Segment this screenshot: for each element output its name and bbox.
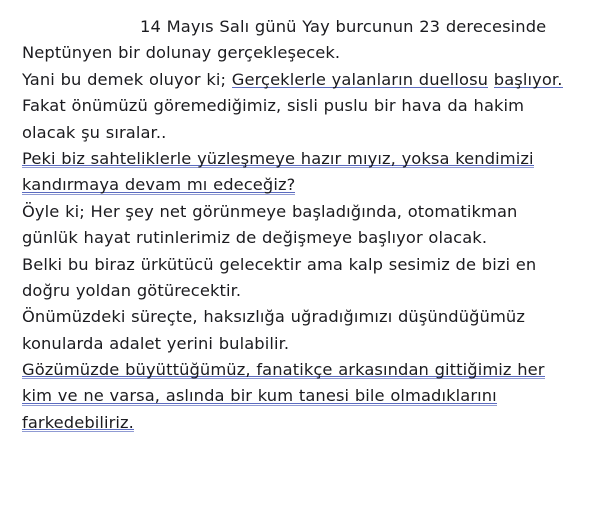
paragraph-full-moon-announcement [22,14,576,67]
paragraph-justice [22,304,576,357]
text-line: Fakat önümüzü göremediğimiz, sisli puslu bir hava da hakim [22,96,525,116]
paragraph-truth-lies-duel [22,67,576,93]
text-line: konularda adalet yerini bulabilir. [22,333,290,353]
text-line-underlined: Gerçeklerle yalanların duellosu [231,69,489,89]
text-line: Belki bu biraz ürkütücü gelecektir ama kalp sesimiz de bizi en [22,254,537,274]
text-line-underlined: Gözümüzde büyüttüğümüz, fanatikçe arkasından gittiğimiz her [22,360,545,380]
text-line: günlük hayat rutinlerimiz de değişmeye başlıyor olacak. [22,228,488,248]
text-line: olacak şu sıralar.. [22,122,167,142]
text-line-underlined: başlıyor. [493,69,563,89]
text-line-plain: Yani bu demek oluyor ki; [22,69,232,89]
text-line: derecesinde Neptünyen bir dolunay gerçekleşecek. [22,17,547,63]
text-line-underlined: farkedebiliriz. [22,412,134,432]
text-line-underlined: kandırmaya devam mı edeceğiz? [22,175,296,195]
paragraph-foggy-weather [22,93,576,146]
text-line-underlined: kim ve ne varsa, aslında bir kum tanesi bile olmadıklarını [22,386,497,406]
text-line: Öyle ki; Her şey net görünmeye başladığında, otomatikman [22,201,518,221]
text-line: Önümüzdeki süreçte, haksızlığa uğradığımızı düşündüğümüz [22,307,525,327]
paragraph-daily-routines-change [22,199,576,252]
paragraph-grain-of-sand [22,357,576,436]
text-line: doğru yoldan götürecektir. [22,280,242,300]
paragraph-question-fakeness [22,146,576,199]
paragraph-scary-but-heart [22,252,576,305]
text-line-underlined: Peki biz sahteliklerle yüzleşmeye hazır mıyız, yoksa kendimizi [22,148,534,168]
text-line: 14 Mayıs Salı günü Yay burcunun 23 [140,17,441,36]
